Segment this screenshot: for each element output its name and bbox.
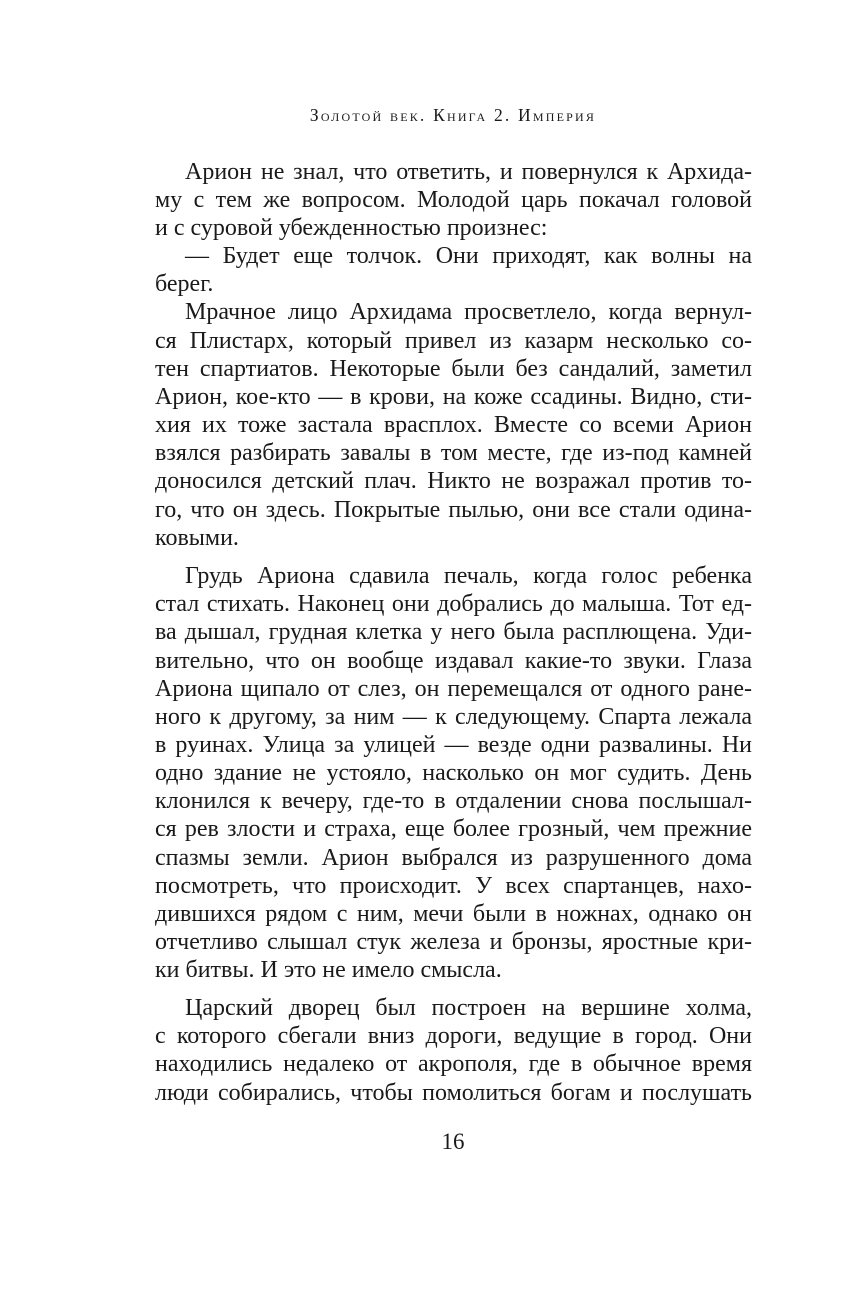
text-line: му с тем же вопросом. Молодой царь покачал головой: [155, 187, 752, 213]
text-line: ки битвы. И это не имело смысла.: [155, 957, 502, 983]
text-line: с которого сбегали вниз дороги, ведущие в город. Они: [155, 1023, 752, 1049]
text-line: люди собирались, чтобы помолиться богам и послушать: [155, 1080, 752, 1106]
text-line: клонился к вечеру, где-то в отдалении снова послышал-: [155, 788, 752, 814]
text-line: дившихся рядом с ним, мечи были в ножнах, однако он: [155, 901, 752, 927]
text-line: Арион, кое-кто — в крови, на коже ссадины. Видно, сти-: [155, 384, 752, 410]
text-line: одно здание не устояло, насколько он мог судить. День: [155, 760, 752, 786]
text-line: ся Плистарх, который привел из казарм несколько со-: [155, 328, 752, 354]
text-line: хия их тоже застала врасплох. Вместе со всеми Арион: [155, 412, 752, 438]
text-line: взялся разбирать завалы в том месте, где из-под камней: [155, 440, 752, 466]
text-line: Ариона щипало от слез, он перемещался от одного ране-: [155, 676, 752, 702]
text-line: ся рев злости и страха, еще более грозный, чем прежние: [155, 816, 752, 842]
page-number: 16: [441, 1129, 465, 1154]
text-line: берег.: [155, 271, 214, 297]
text-line: Царский дворец был построен на вершине холма,: [185, 995, 752, 1021]
text-line: ковыми.: [155, 525, 239, 551]
text-line: го, что он здесь. Покрытые пылью, они все стали одина-: [155, 497, 752, 523]
text-line: ва дышал, грудная клетка у него была расплющена. Уди-: [155, 619, 752, 645]
text-line: вительно, что он вообще издавал какие-то звуки. Глаза: [155, 648, 752, 674]
text-line: тен спартиатов. Некоторые были без сандалий, заметил: [155, 356, 752, 382]
text-line: — Будет еще толчок. Они приходят, как волны на: [185, 243, 752, 269]
text-line: в руинах. Улица за улицей — везде одни развалины. Ни: [155, 732, 752, 758]
text-line: и с суровой убежденностью произнес:: [155, 215, 548, 241]
text-line: спазмы земли. Арион выбрался из разрушенного дома: [155, 845, 752, 871]
running-head: Золотой век. Книга 2. Империя: [309, 105, 597, 125]
text-line: посмотреть, что происходит. У всех спартанцев, нахо-: [155, 873, 752, 899]
text-line: отчетливо слышал стук железа и бронзы, яростные кри-: [155, 929, 752, 955]
text-line: Арион не знал, что ответить, и повернулся к Архида-: [185, 159, 752, 185]
text-line: доносился детский плач. Никто не возражал против то-: [155, 468, 752, 494]
text-line: стал стихать. Наконец они добрались до малыша. Тот ед-: [155, 591, 752, 617]
text-line: Грудь Ариона сдавила печаль, когда голос ребенка: [185, 563, 752, 589]
text-line: Мрачное лицо Архидама просветлело, когда вернул-: [185, 299, 752, 325]
text-line: находились недалеко от акрополя, где в обычное время: [155, 1051, 752, 1077]
text-line: ного к другому, за ним — к следующему. Спарта лежала: [155, 704, 752, 730]
